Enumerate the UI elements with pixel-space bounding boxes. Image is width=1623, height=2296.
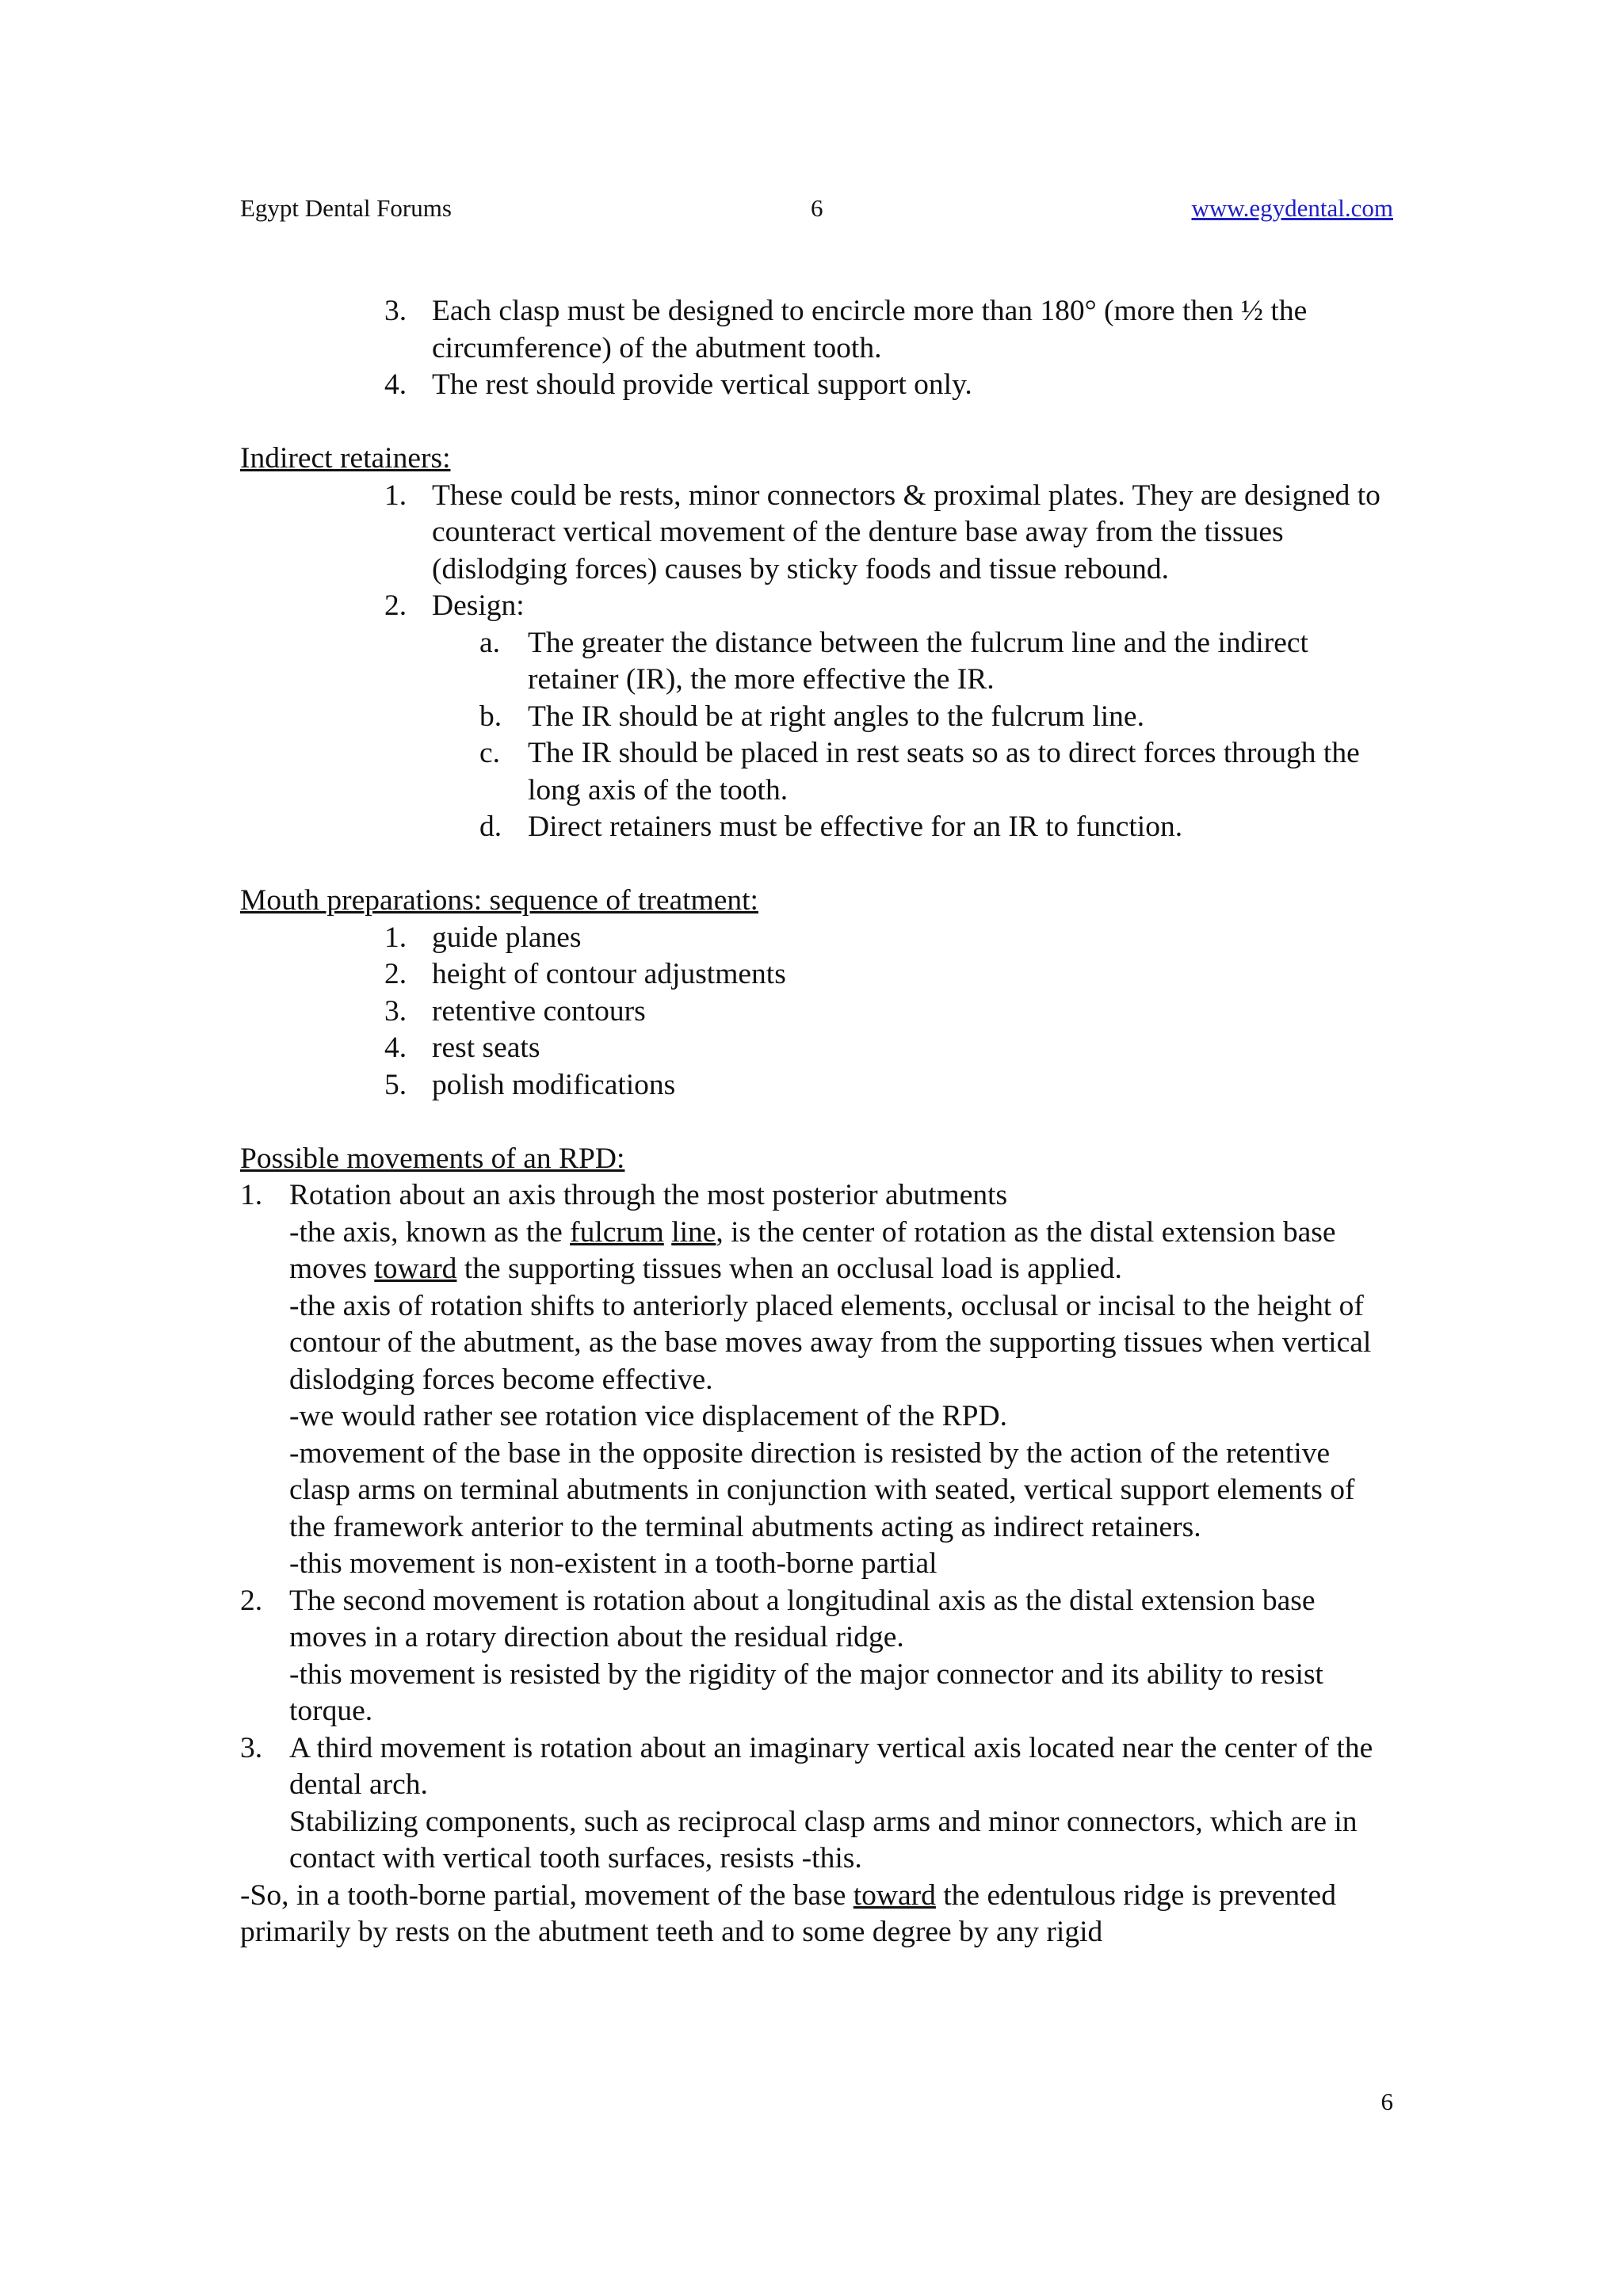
list-item bbox=[384, 588, 1393, 846]
list-item bbox=[240, 1583, 1393, 1730]
list-item-text: rest seats bbox=[432, 1032, 540, 1064]
page-header bbox=[240, 193, 1393, 224]
list-marker: 3. bbox=[384, 295, 407, 327]
header-page-number: 6 bbox=[811, 194, 823, 222]
list-marker: 2. bbox=[384, 589, 407, 622]
list-item-text: retentive contours bbox=[432, 994, 646, 1028]
footer-page-number: 6 bbox=[1381, 2088, 1393, 2115]
list-marker: 1. bbox=[384, 479, 407, 512]
list-marker: 4. bbox=[384, 1032, 407, 1064]
spacer bbox=[240, 846, 1393, 883]
list-item-text: height of contour adjustments bbox=[432, 958, 786, 990]
movement-paragraph: -the axis of rotation shifts to anteriorly placed elements, occlusal or incisal to the height of contour of the abutment, as the base moves away from the supporting tissues when vertical dislodging forces become effective. bbox=[289, 1289, 1372, 1396]
text-run bbox=[664, 1216, 671, 1249]
list-item bbox=[384, 1067, 1393, 1104]
list-item bbox=[384, 367, 1393, 404]
list-item bbox=[384, 956, 1393, 994]
list-item-text: Each clasp must be designed to encircle more than 180° (more then ½ the circumference) of the abutment tooth. bbox=[432, 295, 1308, 364]
indirect-retainers-list bbox=[384, 478, 1393, 846]
site-name: Egypt Dental Forums bbox=[240, 194, 452, 222]
underlined-term: line bbox=[671, 1215, 716, 1249]
sublist-item bbox=[479, 625, 1393, 699]
text-run: -the axis, known as the bbox=[289, 1215, 571, 1249]
spacer bbox=[240, 1104, 1393, 1141]
list-item bbox=[384, 1030, 1393, 1067]
movement-paragraph: -movement of the base in the opposite direction is resisted by the action of the retentive clasp arms on terminal abutments in conjunction with seated, vertical support elements of the framework anterior to the terminal abutments acting as indirect retainers. bbox=[289, 1436, 1355, 1543]
list-marker: 2. bbox=[240, 1584, 263, 1617]
movement-paragraph: -this movement is resisted by the rigidity of the major connector and its ability to resist torque. bbox=[289, 1657, 1323, 1727]
list-item-text: polish modifications bbox=[432, 1068, 676, 1101]
movements-list bbox=[240, 1177, 1393, 1878]
text-run: -So, in a tooth-borne partial, movement of the base bbox=[240, 1878, 854, 1912]
sublist-item-text: The IR should be placed in rest seats so as to direct forces through the long axis of the tooth. bbox=[528, 737, 1360, 807]
underlined-term: fulcrum bbox=[570, 1215, 664, 1249]
section-heading-mouth-preparations: Mouth preparations: sequence of treatment: bbox=[240, 884, 758, 917]
sublist-marker: d. bbox=[479, 810, 502, 843]
text-run: the supporting tissues when an occlusal load is applied. bbox=[456, 1253, 1122, 1285]
list-marker: 2. bbox=[384, 958, 407, 990]
list-item bbox=[240, 1730, 1393, 1878]
list-item bbox=[384, 293, 1393, 367]
website-link[interactable]: www.egydental.com bbox=[1191, 194, 1393, 222]
list-item-text: The rest should provide vertical support only. bbox=[432, 368, 972, 401]
list-item-text: Design: bbox=[432, 589, 525, 622]
list-item bbox=[384, 994, 1393, 1031]
sublist-item-text: Direct retainers must be effective for an IR to function. bbox=[528, 810, 1183, 843]
section-heading-indirect-retainers: Indirect retainers: bbox=[240, 442, 451, 475]
sublist-marker: b. bbox=[479, 700, 502, 733]
sublist-item-text: The greater the distance between the fulcrum line and the indirect retainer (IR), the more effective the IR. bbox=[528, 626, 1308, 696]
mouth-preparations-list bbox=[384, 920, 1393, 1104]
sublist-item bbox=[479, 809, 1393, 846]
list-marker: 3. bbox=[384, 994, 407, 1028]
movement-paragraph: Stabilizing components, such as reciprocal clasp arms and minor connectors, which are in contact with vertical tooth surfaces, resists -this. bbox=[289, 1805, 1358, 1875]
sublist-item bbox=[479, 735, 1393, 809]
text-run: the edentulous ridge is prevented primarily by rests on the abutment teeth and to some degree by any rigid bbox=[240, 1878, 1336, 1948]
closing-paragraph bbox=[240, 1878, 1393, 1951]
list-item-text: These could be rests, minor connectors & proximal plates. They are designed to counteract vertical movement of the denture base away from the tissues (dislodging forces) causes by sticky foods and tissue rebound. bbox=[432, 479, 1381, 585]
page-body bbox=[240, 293, 1393, 1951]
movement-paragraph: -this movement is non-existent in a tooth-borne partial bbox=[289, 1547, 938, 1580]
sublist-item bbox=[479, 699, 1393, 736]
list-marker: 1. bbox=[384, 921, 407, 954]
list-marker: 1. bbox=[240, 1179, 263, 1211]
clasp-rules-list bbox=[384, 293, 1393, 404]
section-heading-possible-movements: Possible movements of an RPD: bbox=[240, 1142, 625, 1175]
design-sublist bbox=[479, 625, 1393, 846]
sublist-marker: a. bbox=[479, 626, 501, 659]
movement-paragraph: -we would rather see rotation vice displacement of the RPD. bbox=[289, 1400, 1007, 1432]
list-item bbox=[384, 920, 1393, 957]
list-item bbox=[384, 478, 1393, 589]
underlined-term: toward bbox=[853, 1878, 936, 1912]
text-run: , is the center of rotation as the distal extension base moves bbox=[289, 1215, 1336, 1285]
movement-paragraph bbox=[289, 1215, 1393, 1288]
list-marker: 4. bbox=[384, 368, 407, 401]
spacer bbox=[240, 404, 1393, 441]
underlined-term: toward bbox=[374, 1253, 457, 1285]
sublist-marker: c. bbox=[479, 737, 501, 769]
list-marker: 5. bbox=[384, 1068, 407, 1101]
list-item bbox=[240, 1177, 1393, 1583]
movement-title: Rotation about an axis through the most posterior abutments bbox=[289, 1179, 1008, 1211]
list-item-text: guide planes bbox=[432, 921, 582, 954]
list-marker: 3. bbox=[240, 1731, 263, 1764]
sublist-item-text: The IR should be at right angles to the fulcrum line. bbox=[528, 700, 1144, 733]
movement-title: A third movement is rotation about an imaginary vertical axis located near the center of the dental arch. bbox=[289, 1731, 1373, 1801]
movement-title: The second movement is rotation about a longitudinal axis as the distal extension base moves in a rotary direction about the residual ridge. bbox=[289, 1584, 1316, 1653]
